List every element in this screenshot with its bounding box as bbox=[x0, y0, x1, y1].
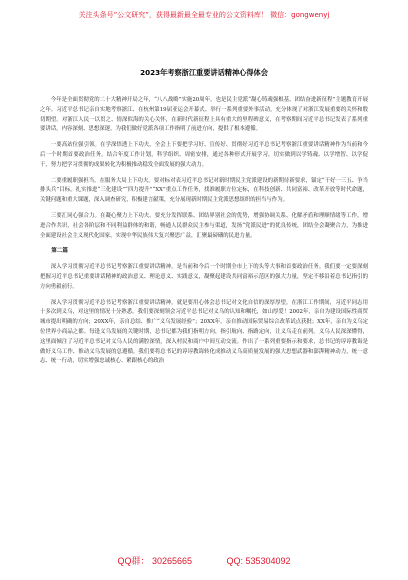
qq-contact-label: QQ: 535304092 bbox=[226, 556, 291, 566]
document-page bbox=[40, 68, 368, 373]
paragraph-point-1: 一要高站位强引领。在学深悟透上下功夫。全会上下要把学习好、宣传好、贯彻好习近平总书记考察浙江重要讲话精神作为当前和今后一个时期首要政治任务，结合年度工作计划，科学组织、周密安排，通过各种形式开展学习，切实做到以学铸魂、以学增智、以学促干，努力把学习贯彻的成果转化为积极推动稳发全面发展的强大动力。 bbox=[40, 142, 368, 168]
qq-group-label: QQ群： 30265665 bbox=[117, 556, 192, 566]
paragraph-intro: 今年是全面贯彻党的二十大精神开局之年，“八八战略”实施20周年，也是民主党派“凝心铸魂强根基、团结奋进新征程”主题教育开展之年。习近平总书记亲自实地考察浙江、在杭州第19届亚运会开幕式。举行一系列重要外事活动，充分体现了对浙江发展重要的关怀和殷切期望。对浙江人民一以贯之、情深似海的关心关怀，在新时代新征程上具有重大的里程碑意义，在考察期间习近平总书记发表了系列重要讲话，内容深刻、思想深邃，为我们做好党派各项工作指明了前进方向，提供了根本遵循。 bbox=[40, 97, 368, 133]
contact-footer bbox=[0, 554, 408, 567]
paragraph-point-3: 三要汇同心强合力。在凝心聚力上下功夫。要充分发挥联系、团结界别社会的优势，增强协调关系、化解矛盾和理顺情绪等工作，增进合作共识，社会各阶层和不同利益群体的和谐，畅通人民群众民主参与渠道，发扬“党派民进”的优良传统，团结全会凝聚合力，为推进全面建设社会主义现代化国家，实现中华民族伟大复兴聚思广益，汇聚最磅礴的民进力量。 bbox=[40, 212, 368, 239]
section-heading: 第二篇 bbox=[51, 248, 68, 255]
paragraph-section2-1: 深入学习贯彻习近平总书记考察浙江重要讲话精神，是当前和今后一个时期全市上下的头等大事和首要政治任务。我们要一定要深刻把握习近平总书记重要讲话精神的政治意义、理论意义、实践意义，凝聚起建设共同富裕示范区的强大力量，坚定不移沿着总书记指引的方向勇毅前行。 bbox=[40, 264, 368, 290]
promo-banner bbox=[0, 10, 408, 20]
document-title: 2023年考察浙江重要讲话精神心得体会 bbox=[140, 68, 268, 77]
paragraph-section2-2: 深入学习贯彻习近平总书记考察浙江重要讲话精神，就是要用心体会总书记对文化自信的深厚厚望。在浙江工作期间，习近平同志用十多次到义乌，对这里的情况十分熟悉。我们要深刻领会习近平总书记对义乌的认知和嘱托，如山厚爱！2002年，亲自为建设国际性商贸城市提出明确的方向；20XX年，亲自总结、推广“义乌发展经验”；20XX年，亲自推动国际贸易综合改革试点获批；XX年，亲自为义乌定位世界小商品之都。每逢义乌发展的关键时期，总书记都为我们指明方向，指引航向、指路定向，让义乌走在前列。义乌人民深深懂得，这里面倾注了习近平总书记对义乌人民的满腔深情，深入村民和商户中间互动交流。作出了一系列重要指示和要求，总书记的谆谆教诲是做好义乌工作、推动义乌发展的总遵循。我们要将总书记的谆谆教诲转化成推动义乌高质量发展的强大思想武器和澎湃精神动力，统一意志、统一行动，切实增强忠诚核心、紧跟核心的政治 bbox=[40, 299, 368, 365]
promo-banner-text: 关注头条号”公文研究”，获得最新最全最专业的公文资料库！ 微信：gongwenyj bbox=[78, 11, 330, 19]
paragraph-point-2: 二要重履职强担当。在服务大局上下功夫。要对标对表习近平总书记对新时期民主党派建设的新期待新要求，锚定“干好一三五、争当排头兵”目标，扎实推进“三化建设”“四力提升”“XX”重点工作任务，找准履职方位定标，在科技创新、共同富裕、改革开放等时代命题，关键问题和重大课题，深入调查研究，积极建言献策，充分展现新时期民主党派思想组织的担当与作为。 bbox=[40, 177, 368, 204]
